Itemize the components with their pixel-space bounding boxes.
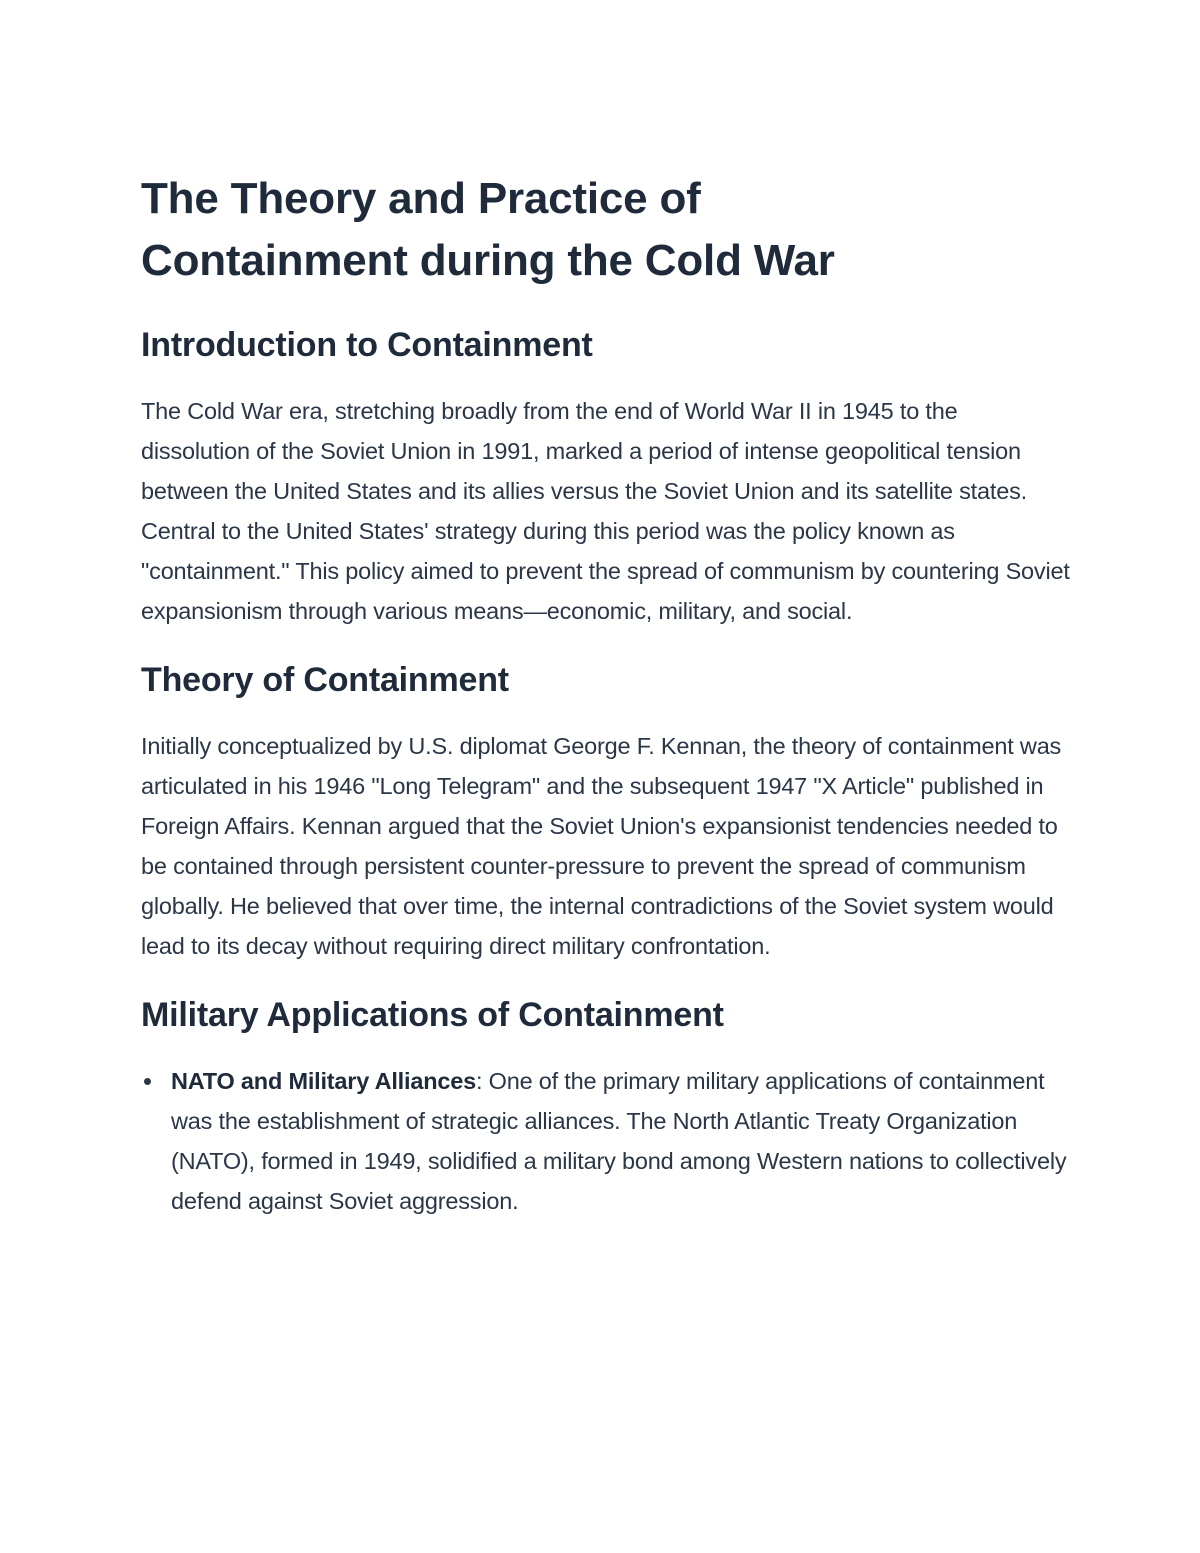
section-body-introduction: The Cold War era, stretching broadly from the end of World War II in 1945 to the dissolution of the Soviet Union in 1991, marked a period of intense geopolitical tension between the United States and its allies versus the Soviet Union and its satellite states. Central to the United States' strategy during this period was the policy known as "containment." This policy aimed to prevent the spread of communism by countering Soviet expansionism through various means—economic, military, and social. (141, 398, 1070, 624)
title-line-2: Containment during the Cold War (141, 236, 835, 285)
title-line-1: The Theory and Practice of (141, 174, 701, 223)
section-heading-theory: Theory of Containment (141, 661, 509, 699)
list-item (141, 1061, 1071, 1221)
bullet-dot-icon (144, 1078, 151, 1085)
military-list (141, 1061, 1071, 1221)
section-heading-military: Military Applications of Containment (141, 996, 724, 1034)
list-item-text: : One of the primary military applications of containment was the establishment of strategic alliances. The North Atlantic Treaty Organization (NATO), formed in 1949, solidified a military bond among Western nations to collectively defend against Soviet aggression. (171, 1068, 1067, 1214)
section-heading-introduction: Introduction to Containment (141, 326, 593, 364)
list-item-title: NATO and Military Alliances (171, 1068, 476, 1094)
document-page (141, 168, 1071, 1221)
document-title (141, 168, 1071, 292)
section-body-theory: Initially conceptualized by U.S. diplomat George F. Kennan, the theory of containment was articulated in his 1946 "Long Telegram" and the subsequent 1947 "X Article" published in Foreign Affairs. Kennan argued that the Soviet Union's expansionist tendencies needed to be contained through persistent counter-pressure to prevent the spread of communism globally. He believed that over time, the internal contradictions of the Soviet system would lead to its decay without requiring direct military confrontation. (141, 733, 1062, 959)
